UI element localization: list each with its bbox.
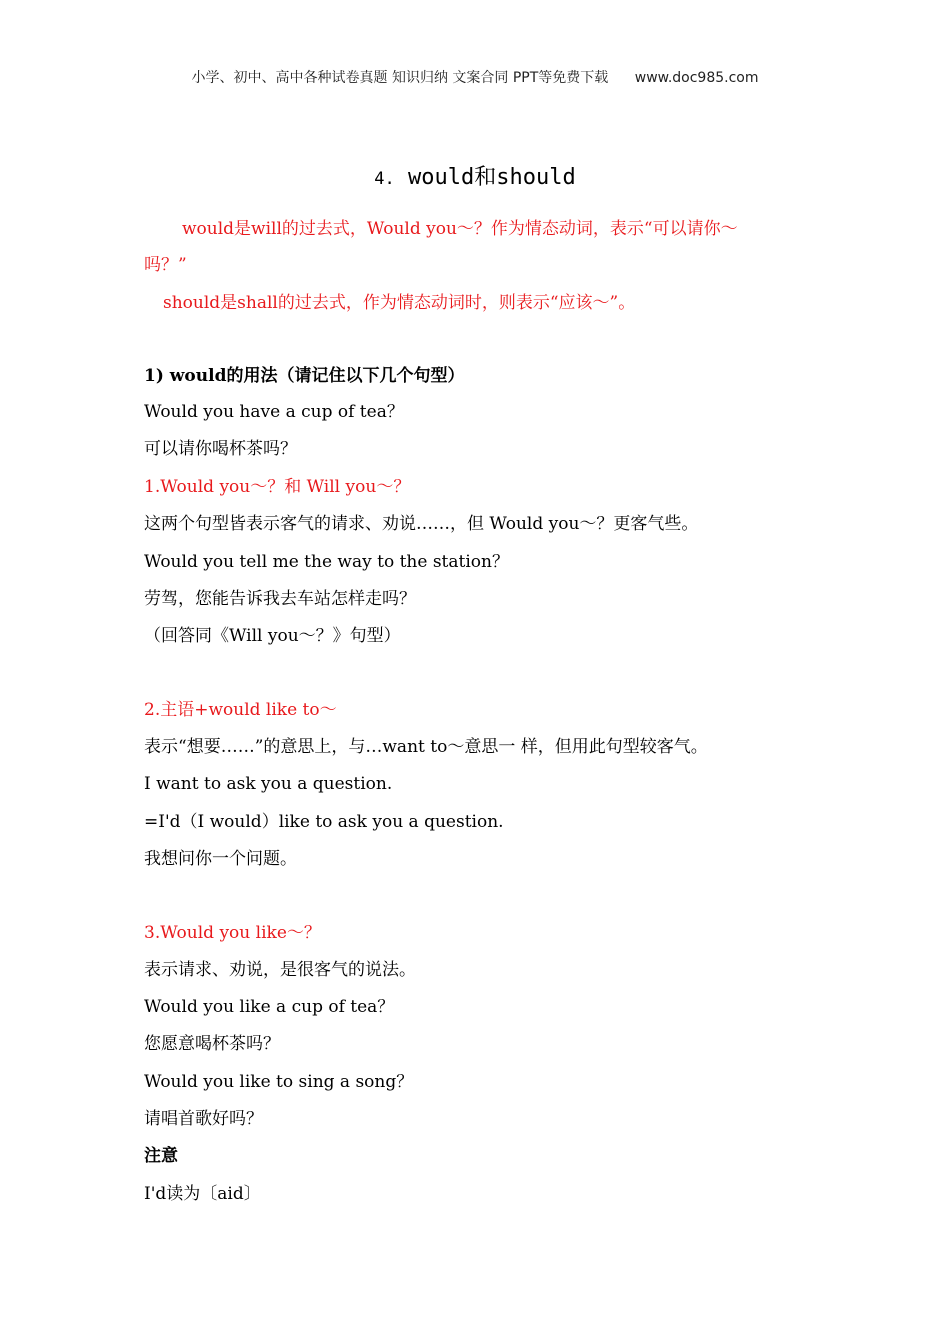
title-number: 4. — [374, 169, 395, 189]
example-translation: 我想问你一个问题。 — [144, 849, 297, 869]
page-title — [0, 160, 950, 191]
example-translation: 劳驾，您能告诉我去车站怎样走吗？ — [144, 589, 416, 609]
point-description: 这两个句型皆表示客气的请求、劝说……，但 Would you～？更客气些。 — [144, 514, 699, 534]
intro-line-3: should是shall的过去式，作为情态动词时，则表示“应该～”。 — [163, 293, 636, 313]
point-note: （回答同《Will you～？》句型） — [144, 626, 401, 646]
header-text: 小学、初中、高中各种试卷真题 知识归纳 文案合同 PPT等免费下载 — [191, 70, 609, 86]
example-translation: 您愿意喝杯茶吗？ — [144, 1034, 280, 1054]
example-sentence: Would you tell me the way to the station？ — [144, 552, 509, 572]
point-heading: 2.主语+would like to～ — [144, 700, 337, 720]
point-heading: 1.Would you～？和 Will you～？ — [144, 477, 411, 497]
point-description: 表示请求、劝说，是很客气的说法。 — [144, 960, 416, 980]
point-heading: 3.Would you like～？ — [144, 923, 321, 943]
example-sentence: Would you have a cup of tea？ — [144, 402, 404, 422]
note-heading: 注意 — [144, 1146, 178, 1166]
point-description: 表示“想要……”的意思上，与…want to～意思一 样，但用此句型较客气。 — [144, 737, 708, 757]
title-text: would和should — [408, 165, 576, 190]
example-translation: 请唱首歌好吗？ — [144, 1109, 263, 1129]
note-text: I'd读为〔aid〕 — [144, 1184, 261, 1204]
intro-line-1: would是will的过去式，Would you～？作为情态动词，表示“可以请你～ — [182, 219, 738, 239]
example-sentence: I want to ask you a question. — [144, 774, 393, 794]
page-header — [0, 67, 950, 87]
example-sentence: Would you like to sing a song？ — [144, 1072, 414, 1092]
section-heading: 1) would的用法（请记住以下几个句型） — [144, 366, 465, 386]
header-site-link[interactable]: www.doc985.com — [634, 70, 759, 86]
example-translation: 可以请你喝杯茶吗？ — [144, 439, 297, 459]
example-sentence: Would you like a cup of tea？ — [144, 997, 395, 1017]
intro-line-2: 吗？” — [144, 255, 187, 275]
example-sentence: =I'd（I would）like to ask you a question. — [144, 812, 504, 832]
